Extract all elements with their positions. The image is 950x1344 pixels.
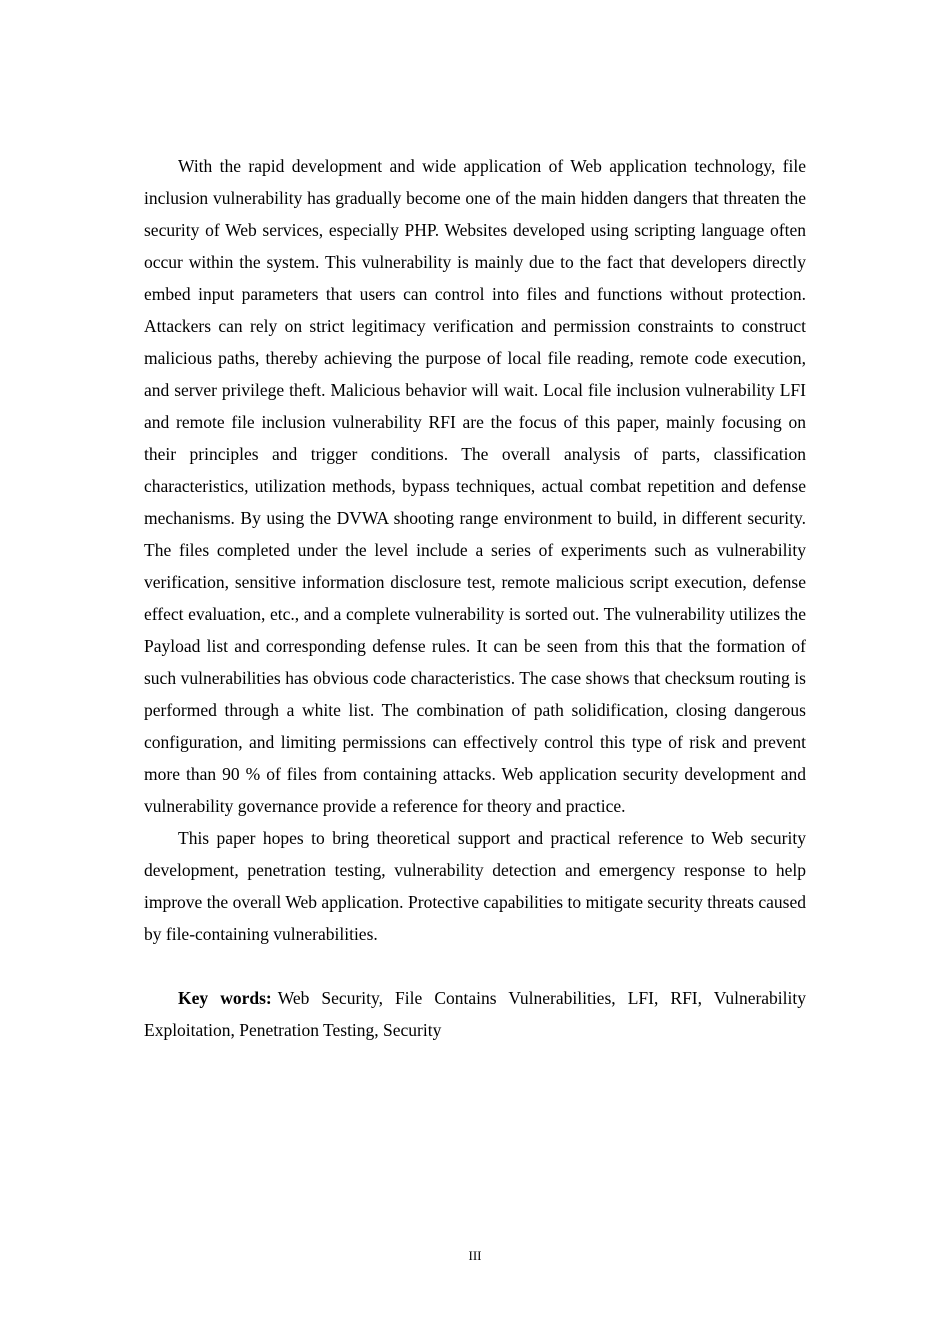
abstract-body (144, 150, 806, 1046)
keywords-text: Web Security, File Contains Vulnerabilities, LFI, RFI, Vulnerability Exploitation, Penetration Testing, Security (144, 988, 807, 1040)
abstract-paragraph-2: This paper hopes to bring theoretical support and practical reference to Web security development, penetration testing, vulnerability detection and emergency response to help improve the overall Web application. Protective capabilities to mitigate security threats caused by file-containing vulnerabilities. (144, 828, 806, 944)
keywords-line (144, 982, 806, 1046)
keywords-label: Key words: (178, 988, 272, 1008)
abstract-paragraph-1: With the rapid development and wide application of Web application technology, file inclusion vulnerability has gradually become one of the main hidden dangers that threaten the security of Web services, especially PHP. Websites developed using scripting language often occur within the system. This vulnerability is mainly due to the fact that developers directly embed input parameters that users can control into files and functions without protection. Attackers can rely on strict legitimacy verification and permission constraints to construct malicious paths, thereby achieving the purpose of local file reading, remote code execution, and server privilege theft. Malicious behavior will wait. Local file inclusion vulnerability LFI and remote file inclusion vulnerability RFI are the focus of this paper, mainly focusing on their principles and trigger conditions. The overall analysis of parts, classification characteristics, utilization methods, bypass techniques, actual combat repetition and defense mechanisms. By using the DVWA shooting range environment to build, in different security. The files completed under the level include a series of experiments such as vulnerability verification, sensitive information disclosure test, remote malicious script execution, defense effect evaluation, etc., and a complete vulnerability is sorted out. The vulnerability utilizes the Payload list and corresponding defense rules. It can be seen from this that the formation of such vulnerabilities has obvious code characteristics. The case shows that checksum routing is performed through a white list. The combination of path solidification, closing dangerous configuration, and limiting permissions can effectively control this type of risk and prevent more than 90 % of files from containing attacks. Web application security development and vulnerability governance provide a reference for theory and practice. (144, 156, 806, 816)
page-number: III (468, 1248, 482, 1263)
